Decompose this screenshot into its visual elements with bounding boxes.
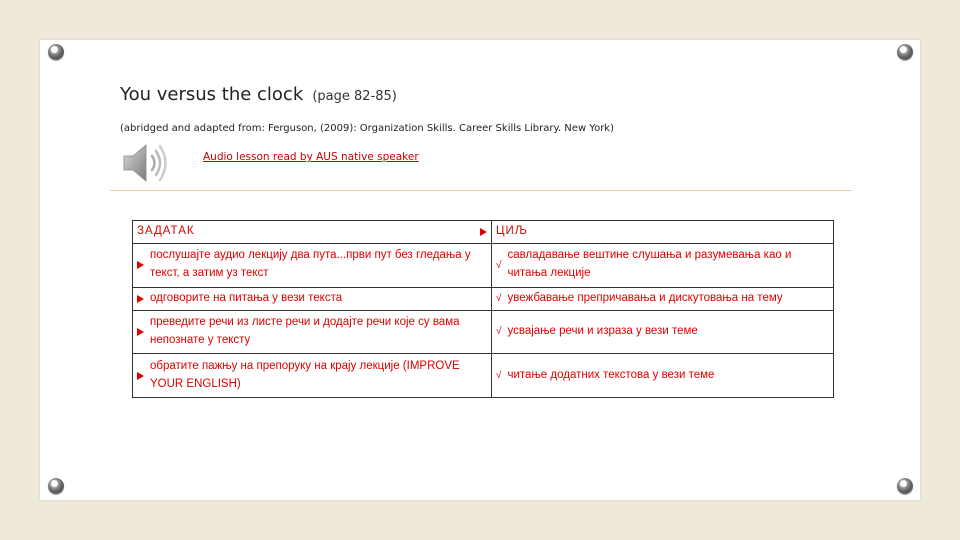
goal-cell <box>492 354 834 398</box>
header-task <box>133 221 492 244</box>
task-text: одговорите на питања у вези текста <box>150 291 343 304</box>
check-mark-icon: √ <box>496 326 502 338</box>
page-title <box>120 84 397 105</box>
pin-icon <box>48 478 64 494</box>
goal-text: усвајање речи и израза у вези теме <box>507 325 698 338</box>
task-text: преведите речи из листе речи и додајте речи које су вама непознате у тексту <box>150 316 460 347</box>
header-goal: ЦИЉ <box>492 221 834 244</box>
task-text: обратите пажњу на препоруку на крају лекције (IMPROVE YOUR ENGLISH) <box>150 359 460 390</box>
table-row <box>133 287 834 310</box>
task-text: послушајте аудио лекцију два пута...први пут без гледања у текст, а затим уз текст <box>150 249 471 280</box>
title-pages: (page 82-85) <box>312 89 397 104</box>
task-cell <box>133 310 492 354</box>
triangle-right-icon <box>137 261 144 269</box>
task-cell <box>133 287 492 310</box>
goal-cell <box>492 310 834 354</box>
pin-icon <box>897 44 913 60</box>
triangle-right-icon <box>480 228 487 236</box>
pin-icon <box>897 478 913 494</box>
task-cell <box>133 244 492 288</box>
goal-cell <box>492 287 834 310</box>
audio-lesson-link[interactable]: Audio lesson read by AUS native speaker <box>203 151 419 163</box>
task-table <box>132 220 834 398</box>
check-mark-icon: √ <box>496 259 502 271</box>
title-text: You versus the clock <box>120 84 304 105</box>
source-citation: (abridged and adapted from: Ferguson, (2009): Organization Skills. Career Skills Library. New York) <box>120 123 615 134</box>
goal-text: читање додатних текстова у вези теме <box>507 368 715 381</box>
header-task-label: ЗАДАТАК <box>137 225 195 238</box>
speaker-icon[interactable] <box>122 140 172 186</box>
table-row <box>133 354 834 398</box>
table-row <box>133 310 834 354</box>
goal-text: савладавање вештине слушања и разумевања као и читања лекције <box>507 249 792 280</box>
divider <box>110 190 852 191</box>
task-cell <box>133 354 492 398</box>
check-mark-icon: √ <box>496 369 502 381</box>
check-mark-icon: √ <box>496 292 502 304</box>
goal-cell <box>492 244 834 288</box>
goal-text: увежбавање препричавања и дискутовања на тему <box>507 291 783 304</box>
triangle-right-icon <box>137 328 144 336</box>
table-header-row <box>133 221 834 244</box>
table-row <box>133 244 834 288</box>
triangle-right-icon <box>137 372 144 380</box>
triangle-right-icon <box>137 295 144 303</box>
pin-icon <box>48 44 64 60</box>
